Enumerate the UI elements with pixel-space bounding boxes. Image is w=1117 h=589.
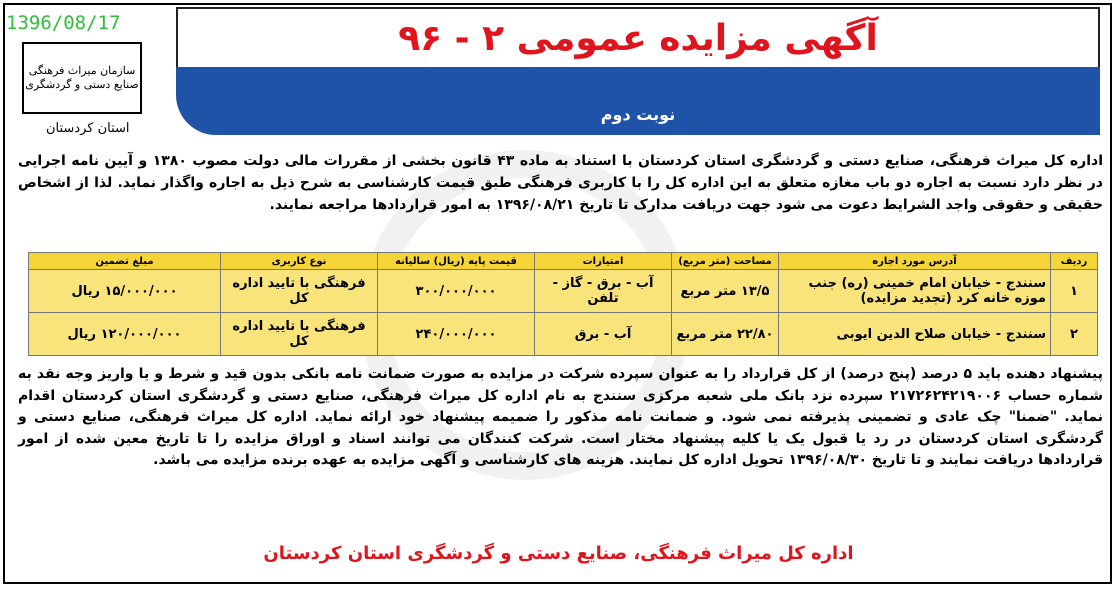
issuer-signature: اداره کل میراث فرهنگی، صنایع دستی و گردشگری استان کردستان	[263, 543, 854, 564]
col-header-guarantee: مبلغ تضمین	[29, 253, 221, 270]
header-band	[176, 67, 1100, 135]
cell-address: سنندج - خیابان امام خمینی (ره) جنب موزه خانه کرد (تجدید مزایده)	[779, 270, 1051, 313]
col-header-row-number: ردیف	[1051, 253, 1098, 270]
cell-base-price: ۳۰۰/۰۰۰/۰۰۰	[378, 270, 535, 313]
intro-paragraph: اداره کل میراث فرهنگی، صنایع دستی و گردشگری استان کردستان با استناد به ماده ۴۳ قانون بخشی از مقررات مالی دولت مصوب ۱۳۸۰ و آیین نامه اجرایی در نظر دارد نسبت به اجاره دو باب مغازه متعلق به این اداره کل را با کاربری فرهنگی طبق قیمت کارشناسی به شرح ذیل به اجاره واگذار نماید. لذا از اشخاص حقیقی و حقوقی واجد الشرایط دعوت می شود جهت دریافت مدارک تا تاریخ ۱۳۹۶/۰۸/۲۱ به امور قراردادها مراجعه نمایند.	[18, 153, 1104, 213]
title-box	[176, 7, 1100, 67]
cell-row-number: ۲	[1051, 313, 1098, 356]
logo-line-2: صنایع دستی و گردشگری	[25, 78, 139, 91]
cell-guarantee: ۱۵/۰۰۰/۰۰۰ ریال	[29, 270, 221, 313]
cell-usage: فرهنگی با تایید اداره کل	[221, 313, 378, 356]
table-row	[29, 313, 1098, 356]
cell-address: سنندج - خیابان صلاح الدین ایوبی	[779, 313, 1051, 356]
cell-base-price: ۲۴۰/۰۰۰/۰۰۰	[378, 313, 535, 356]
cell-amenities: آب - برق - گاز - تلفن	[535, 270, 672, 313]
col-header-amenities: امتیازات	[535, 253, 672, 270]
cell-area: ۲۲/۸۰ متر مربع	[672, 313, 779, 356]
organization-logo	[22, 42, 142, 114]
col-header-base-price: قیمت پایه (ریال) سالیانه	[378, 253, 535, 270]
cell-amenities: آب - برق	[535, 313, 672, 356]
col-header-usage: نوع کاربری	[221, 253, 378, 270]
conditions-paragraph: پیشنهاد دهنده باید ۵ درصد (پنج درصد) از کل قرارداد را به عنوان سپرده شرکت در مزایده به صورت ضمانت نامه بانکی بدون قید و شرط و یا واریز وجه نقد به شماره حساب ۲۱۷۲۶۲۴۲۱۹۰۰۶ سپرده نزد بانک ملی شعبه مرکزی سنندج به نام اداره کل میراث فرهنگی، صنایع دستی و گردشگری استان کردستان اقدام نماید. "ضمنا" چک عادی و تضمینی پذیرفته نمی شود. و ضمانت نامه مذکور را ضمیمه پیشنهاد خود ارائه نماید. اداره کل میراث فرهنگی، صنایع دستی و گردشگری استان کردستان در رد یا قبول یک یا کلیه پیشنهاد مختار است. شرکت کنندگان می توانند اسناد و اوراق مزایده را تا تاریخ معین شده از امور قراردادها دریافت نمایند و تا تاریخ ۱۳۹۶/۰۸/۳۰ تحویل اداره کل نمایند. هزینه های کارشناسی و آگهی مزایده به عهده برنده مزایده می باشد.	[18, 366, 1103, 468]
round-label: نوبت دوم	[600, 105, 676, 124]
page-title: آگهی مزایده عمومی ۲ - ۹۶	[398, 17, 878, 59]
logo-line-1: سازمان میراث فرهنگی	[28, 64, 136, 77]
table-row	[29, 270, 1098, 313]
cell-usage: فرهنگی با تایید اداره کل	[221, 270, 378, 313]
cell-area: ۱۳/۵ متر مربع	[672, 270, 779, 313]
logo-subtitle: استان کردستان	[46, 121, 130, 136]
date-stamp: 1396/08/17	[6, 12, 121, 34]
table-header-row	[29, 253, 1098, 270]
cell-guarantee: ۱۲۰/۰۰۰/۰۰۰ ریال	[29, 313, 221, 356]
col-header-address: آدرس مورد اجاره	[779, 253, 1051, 270]
col-header-area: مساحت (متر مربع)	[672, 253, 779, 270]
cell-row-number: ۱	[1051, 270, 1098, 313]
lease-table	[28, 252, 1098, 356]
